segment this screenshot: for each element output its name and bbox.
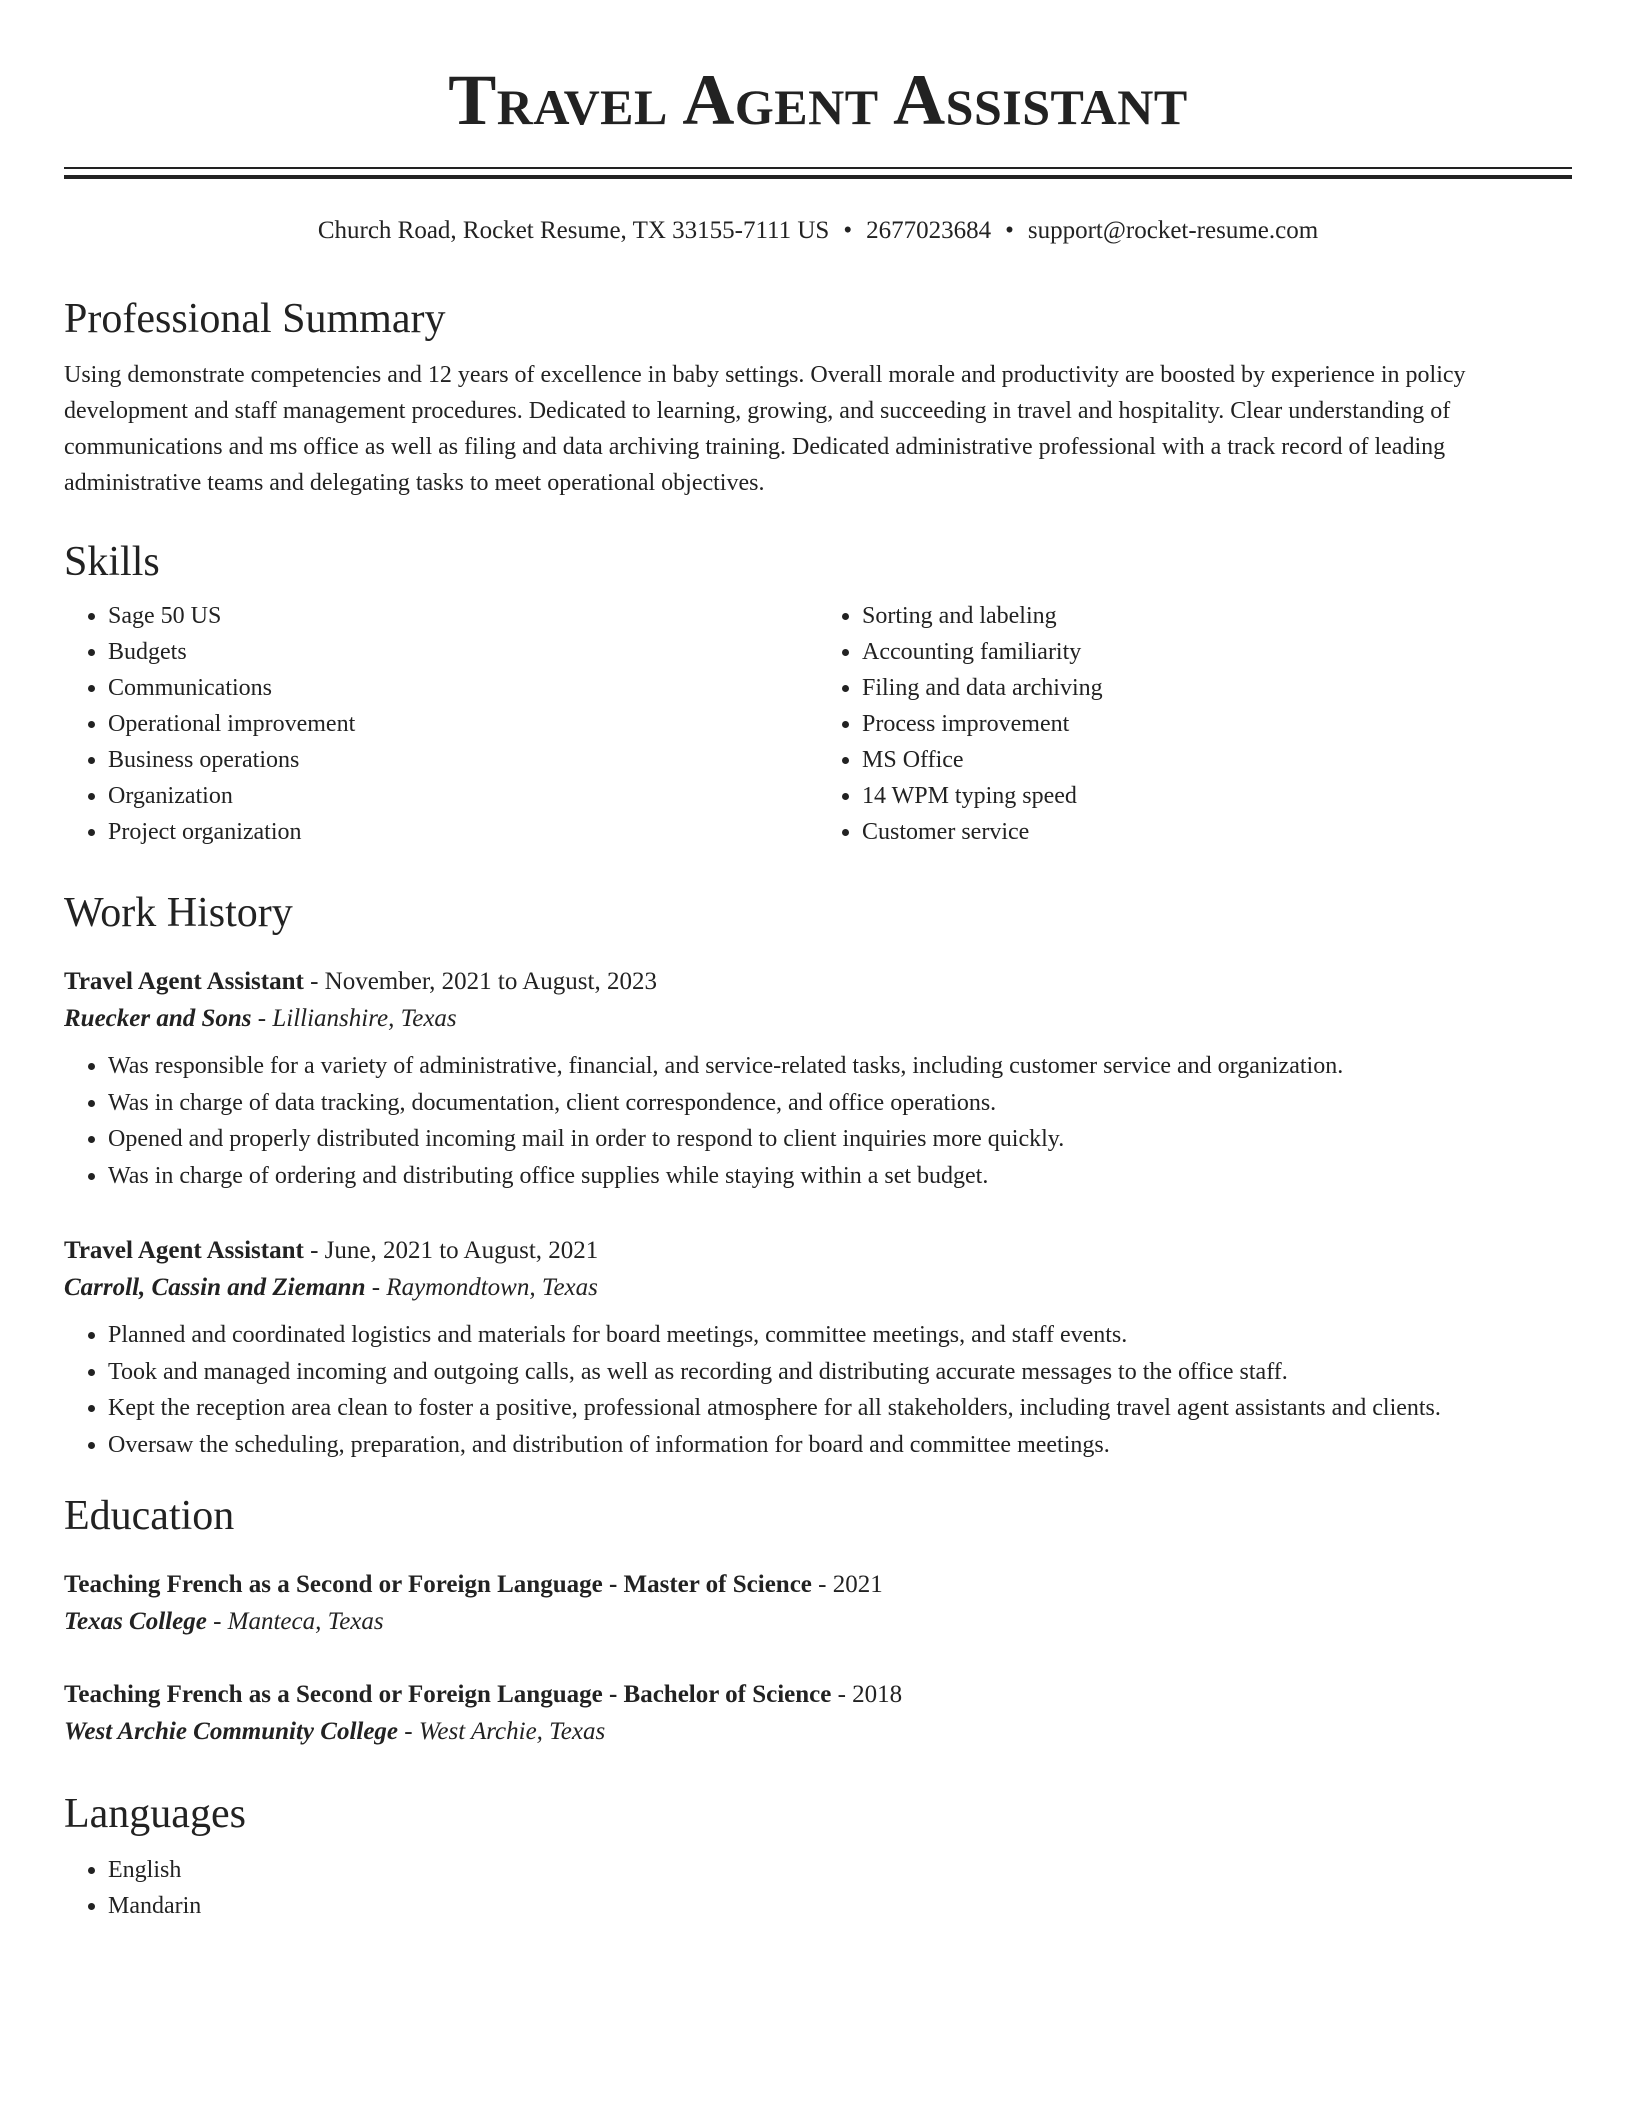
job-bullet: • Planned and coordinated logistics and materials for board meetings, committee meetings, and staff events.: [108, 1317, 1572, 1354]
company-line: [64, 1000, 1572, 1038]
languages-list: [64, 1852, 1572, 1924]
skills-list-left: [64, 598, 818, 850]
job-bullet: • Oversaw the scheduling, preparation, and distribution of information for board and committee meetings.: [108, 1427, 1572, 1464]
skill-item: • Sorting and labeling: [862, 598, 1572, 634]
company-location: - Raymondtown, Texas: [365, 1274, 598, 1301]
job-bullets: [64, 1317, 1572, 1463]
title-rule-thick: [64, 175, 1572, 179]
skills-section: [64, 536, 1572, 850]
degree-year: - 2018: [831, 1681, 903, 1708]
education-section: [64, 1490, 1572, 1542]
school-location: - West Archie, Texas: [398, 1718, 606, 1745]
section-heading-summary: Professional Summary: [64, 296, 446, 342]
skill-item: • 14 WPM typing speed: [862, 778, 1572, 814]
skill-item: • Budgets: [108, 634, 818, 670]
school-name: Texas College: [64, 1608, 207, 1635]
job-bullet: • Kept the reception area clean to foster a positive, professional atmosphere for all stakeholders, including travel agent assistants and clients.: [108, 1390, 1572, 1427]
skills-columns: [64, 598, 1572, 850]
skill-item: • Sage 50 US: [108, 598, 818, 634]
contact-line: [64, 214, 1572, 248]
degree-year: - 2021: [811, 1571, 883, 1598]
school-location: - Manteca, Texas: [206, 1608, 384, 1635]
section-heading-skills: Skills: [64, 539, 160, 585]
job-title: Travel Agent Assistant: [64, 968, 304, 995]
language-item: • Mandarin: [108, 1888, 1572, 1924]
school-line: [64, 1713, 1572, 1751]
skill-item: • Organization: [108, 778, 818, 814]
skill-item: • Communications: [108, 670, 818, 706]
skill-item: • MS Office: [862, 742, 1572, 778]
skill-item: • Project organization: [108, 814, 818, 850]
skills-list-right: [818, 598, 1572, 850]
degree-name: Teaching French as a Second or Foreign Language - Master of Science: [64, 1571, 812, 1598]
section-heading-languages: Languages: [64, 1791, 246, 1837]
company-name: Ruecker and Sons: [64, 1005, 252, 1032]
contact-email[interactable]: support@rocket-resume.com: [1027, 217, 1319, 244]
skill-item: • Accounting familiarity: [862, 634, 1572, 670]
company-location: - Lillianshire, Texas: [251, 1005, 457, 1032]
job-dates: - June, 2021 to August, 2021: [303, 1237, 599, 1264]
job-bullet: • Was in charge of ordering and distributing office supplies while staying within a set budget.: [108, 1158, 1572, 1195]
job-bullets: [64, 1048, 1572, 1194]
job-entry-1: [64, 964, 1572, 1194]
skill-item: • Customer service: [862, 814, 1572, 850]
resume-title: Travel Agent Assistant: [448, 60, 1188, 140]
summary-text: Using demonstrate competencies and 12 years of excellence in baby settings. Overall morale and productivity are boosted by experience in policy development and staff management procedures. Dedicated to learning, growing, and succeeding in travel and hospitality. Clear understanding of communications and ms office as well as filing and data archiving training. Dedicated administrative professional with a track record of leading administrative teams and delegating tasks to meet operational objectives.: [64, 362, 1466, 496]
company-name: Carroll, Cassin and Ziemann: [64, 1274, 366, 1301]
job-dates: - November, 2021 to August, 2023: [303, 968, 657, 995]
school-name: West Archie Community College: [64, 1718, 399, 1745]
contact-separator: •: [1005, 217, 1014, 244]
education-entry-1: [64, 1567, 1572, 1641]
section-heading-education: Education: [64, 1493, 235, 1539]
job-bullet: • Opened and properly distributed incoming mail in order to respond to client inquiries more quickly.: [108, 1121, 1572, 1158]
degree-name: Teaching French as a Second or Foreign Language - Bachelor of Science: [64, 1681, 832, 1708]
summary-section: [64, 293, 1572, 501]
job-title: Travel Agent Assistant: [64, 1237, 304, 1264]
education-entry-2: [64, 1677, 1572, 1751]
job-entry-2: [64, 1233, 1572, 1463]
skill-item: • Operational improvement: [108, 706, 818, 742]
company-line: [64, 1269, 1572, 1307]
job-bullet: • Took and managed incoming and outgoing calls, as well as recording and distributing accurate messages to the office staff.: [108, 1354, 1572, 1391]
job-bullet: • Was responsible for a variety of administrative, financial, and service-related tasks, including customer service and organization.: [108, 1048, 1572, 1085]
school-line: [64, 1603, 1572, 1641]
contact-separator: •: [843, 217, 853, 244]
skill-item: • Process improvement: [862, 706, 1572, 742]
work-history-section: [64, 887, 1572, 939]
degree-line: [64, 1567, 1572, 1603]
title-rule-thin: [64, 167, 1572, 169]
degree-line: [64, 1677, 1572, 1713]
job-title-line: [64, 1233, 1572, 1269]
section-heading-work: Work History: [64, 890, 293, 936]
contact-phone: 2677023684: [866, 217, 992, 244]
skill-item: • Business operations: [108, 742, 818, 778]
language-item: • English: [108, 1852, 1572, 1888]
job-bullet: • Was in charge of data tracking, documentation, client correspondence, and office operations.: [108, 1085, 1572, 1122]
skill-item: • Filing and data archiving: [862, 670, 1572, 706]
contact-address: Church Road, Rocket Resume, TX 33155-7111 US: [317, 217, 830, 244]
job-title-line: [64, 964, 1572, 1000]
languages-section: [64, 1788, 1572, 1924]
